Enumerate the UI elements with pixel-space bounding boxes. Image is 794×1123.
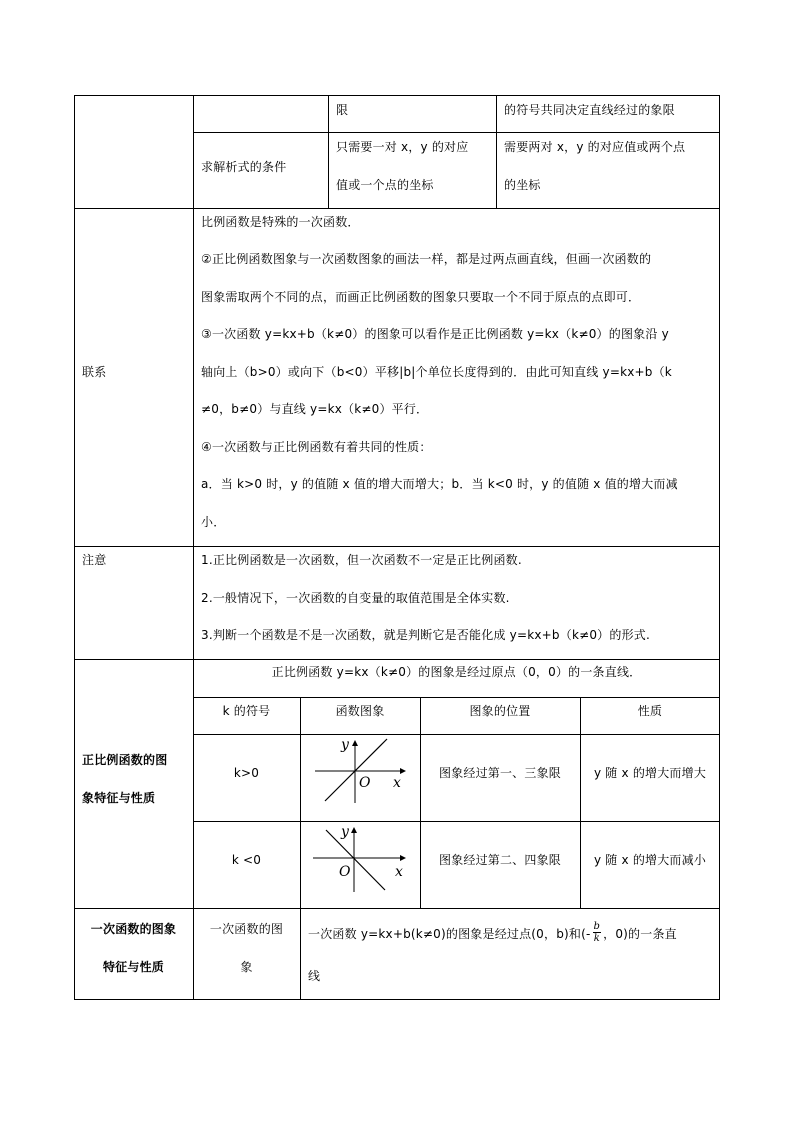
table-line xyxy=(74,546,720,547)
table-line xyxy=(193,734,720,735)
row-label-formula-condition: 求解析式的条件 xyxy=(201,160,287,174)
note-line: 3.判断一个函数是不是一次函数，就是判断它是否能化成 y=kx+b（k≠0）的形式. xyxy=(201,628,650,642)
relation-line: 轴向上（b>0）或向下（b<0）平移|b|个单位长度得到的．由此可知直线 y=kx+b（k xyxy=(201,365,672,379)
y-axis-label: y xyxy=(341,824,349,840)
relation-line: ④一次函数与正比例函数有着共同的性质： xyxy=(201,440,432,454)
section-label-linear-line1: 一次函数的图象 xyxy=(90,922,177,936)
relation-line: 图象需取两个不同的点，而画正比例函数的图象只要取一个不同于原点的点即可． xyxy=(201,290,641,304)
table-divider-position-right xyxy=(580,697,581,908)
section-label-relation: 联系 xyxy=(82,365,107,379)
table-border-bottom xyxy=(74,999,720,1000)
table-divider-col2 xyxy=(328,95,329,208)
graph-k-positive xyxy=(301,735,420,821)
linear-description-line2: 线 xyxy=(308,969,321,983)
linear-desc-part1: 一次函数 y=kx+b(k≠0)的图象是经过点(0，b)和(- xyxy=(308,927,591,941)
cell-condition-col4-line2: 的坐标 xyxy=(504,178,541,192)
section-label-linear-line2: 特征与性质 xyxy=(102,960,164,974)
graph-line-decreasing xyxy=(326,830,385,890)
graph-k-negative xyxy=(301,822,420,908)
header-position: 图象的位置 xyxy=(469,704,531,718)
fraction-numerator: b xyxy=(593,921,601,932)
origin-label: O xyxy=(359,775,371,791)
header-k-sign: k 的符号 xyxy=(222,704,271,718)
section-label-proportional-line1: 正比例函数的图 xyxy=(82,753,168,767)
linear-description-line1 xyxy=(308,923,677,946)
relation-line: ≠0，b≠0）与直线 y=kx（k≠0）平行． xyxy=(201,402,429,416)
note-line: 2.一般情况下，一次函数的自变量的取值范围是全体实数. xyxy=(201,591,510,605)
relation-line: 小． xyxy=(201,515,226,529)
k-negative-sign: k <0 xyxy=(231,853,262,867)
table-line xyxy=(74,659,720,660)
section-label-notes: 注意 xyxy=(82,553,107,567)
header-property: 性质 xyxy=(637,704,663,718)
header-graph: 函数图象 xyxy=(335,704,385,718)
k-positive-position: 图象经过第一、三象限 xyxy=(438,766,561,780)
origin-label: O xyxy=(339,864,351,880)
table-border-left xyxy=(74,95,75,999)
linear-sub-label-line1: 一次函数的图 xyxy=(209,922,284,936)
table-line xyxy=(193,821,720,822)
cell-condition-col4-line1: 需要两对 x，y 的对应值或两个点 xyxy=(504,140,686,154)
table-line xyxy=(74,208,720,209)
fraction-denominator: k xyxy=(593,933,600,944)
table-line xyxy=(74,908,720,909)
section-label-proportional-line2: 象特征与性质 xyxy=(82,791,156,805)
relation-line: 比例函数是特殊的一次函数． xyxy=(201,215,360,229)
proportional-intro: 正比例函数 y=kx（k≠0）的图象是经过原点（0，0）的一条直线． xyxy=(271,665,642,679)
x-axis-label: x xyxy=(393,775,401,791)
cell-condition-col3-line1: 只需要一对 x，y 的对应 xyxy=(336,140,469,154)
graph-line-increasing xyxy=(325,739,387,801)
table-divider-graph-right xyxy=(420,697,421,908)
note-line: 1.正比例函数是一次函数，但一次函数不一定是正比例函数. xyxy=(201,553,522,567)
relation-line: ②正比例函数图象与一次函数图象的画法一样，都是过两点画直线，但画一次函数的 xyxy=(201,252,652,266)
k-positive-sign: k>0 xyxy=(233,766,260,780)
y-axis-label: y xyxy=(341,737,349,753)
linear-desc-part2: ，0)的一条直 xyxy=(603,927,677,941)
table-line xyxy=(193,697,720,698)
table-line xyxy=(193,132,720,133)
relation-line: a．当 k>0 时，y 的值随 x 值的增大而增大；b．当 k<0 时，y 的值随 x 值的增大而减 xyxy=(201,477,678,491)
table-border-top xyxy=(74,95,720,96)
cell-condition-col3-line2: 值或一个点的坐标 xyxy=(336,178,434,192)
k-negative-property: y 随 x 的增大而减小 xyxy=(593,853,707,867)
linear-sub-label-line2: 象 xyxy=(240,960,253,974)
x-axis-label: x xyxy=(395,864,403,880)
relation-line: ③一次函数 y=kx+b（k≠0）的图象可以看作是正比例函数 y=kx（k≠0）的图象沿 y xyxy=(201,327,669,341)
k-negative-position: 图象经过第二、四象限 xyxy=(438,853,561,867)
k-positive-property: y 随 x 的增大而增大 xyxy=(593,766,707,780)
table-divider-col3 xyxy=(496,95,497,208)
fraction-b-over-k xyxy=(593,921,602,944)
cell-top-col3: 限 xyxy=(336,103,349,117)
cell-top-col4: 的符号共同决定直线经过的象限 xyxy=(504,103,675,117)
